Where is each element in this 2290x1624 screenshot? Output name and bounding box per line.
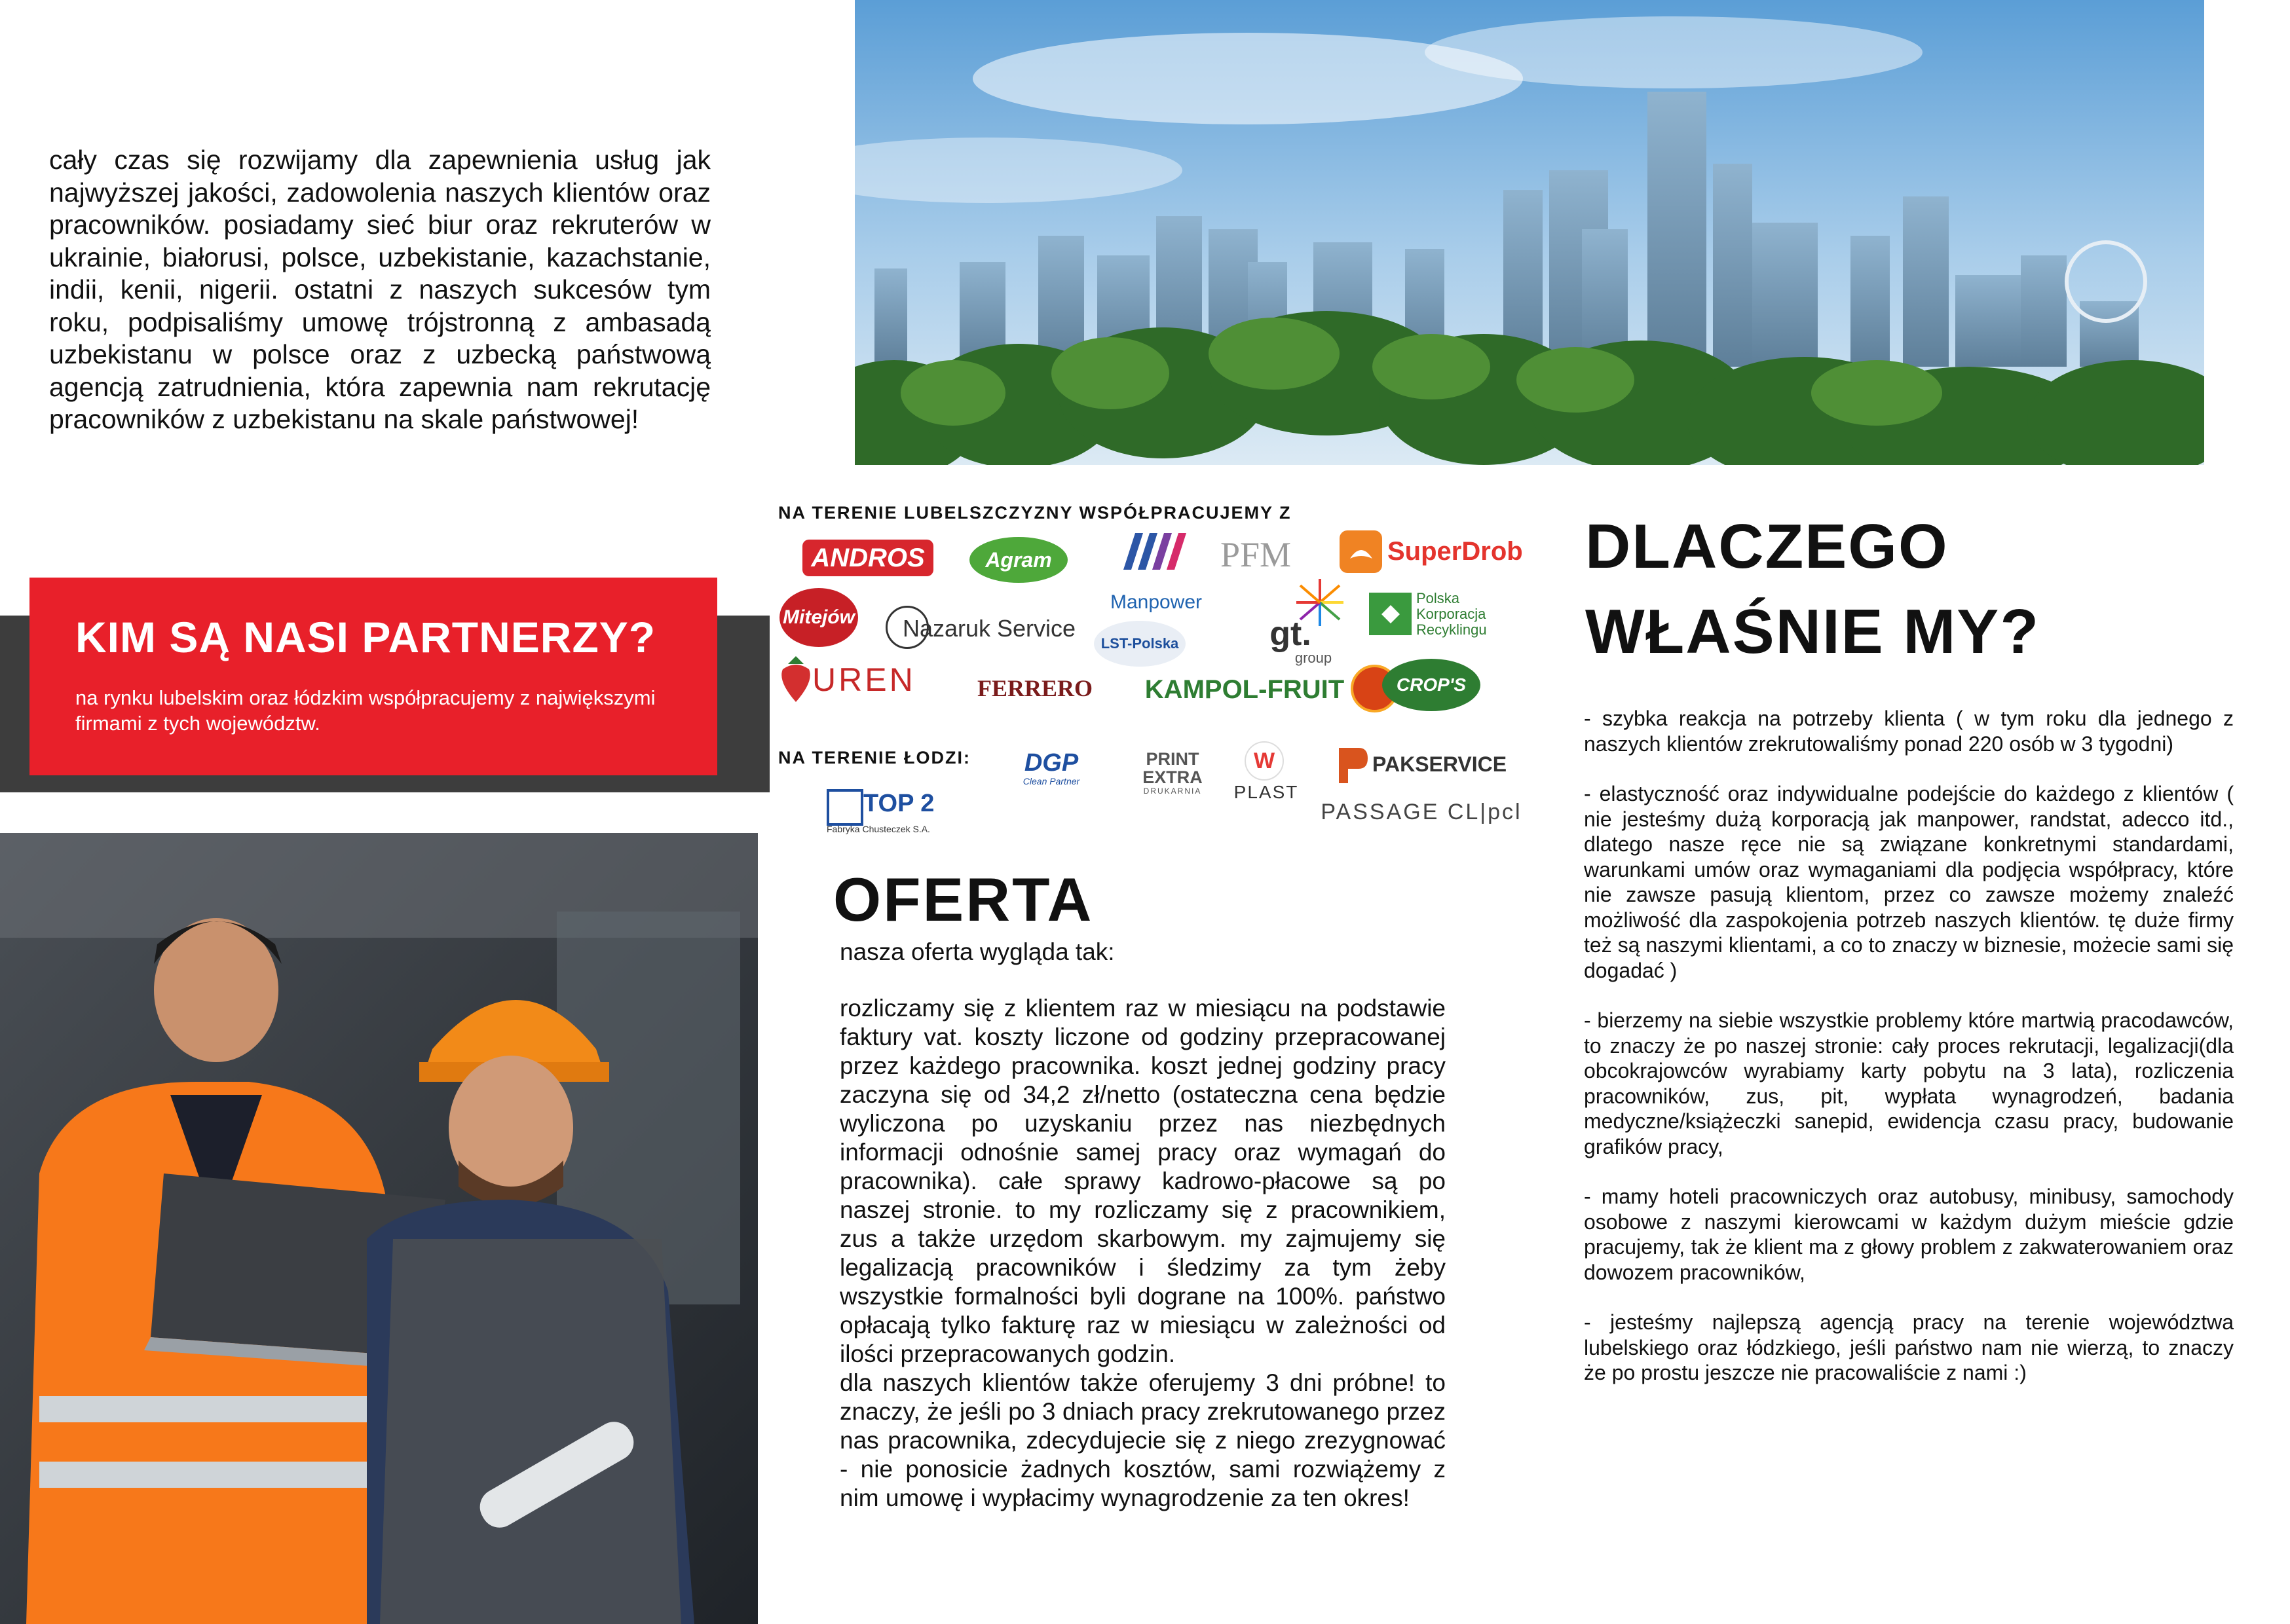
gt-group-label: group xyxy=(1294,650,1332,666)
print-line-2: EXTRA xyxy=(1142,767,1203,787)
print-line-3: DRUKARNIA xyxy=(1143,786,1202,796)
pakservice-icon xyxy=(1336,745,1369,784)
print-extra-logo xyxy=(1133,750,1212,796)
why-us-list xyxy=(1584,706,2234,1411)
mitejow-logo: Mitejów xyxy=(779,588,858,647)
crops-logo: CROP'S xyxy=(1382,659,1480,711)
nazaruk-logo: Nazaruk Service xyxy=(902,615,1076,642)
oferta-title: OFERTA xyxy=(833,865,1094,934)
pakservice-logo: PAKSERVICE xyxy=(1372,752,1507,776)
wplast-logo: PLAST xyxy=(1233,782,1299,802)
passage-logo: PASSAGE CL|pcl xyxy=(1321,799,1522,824)
stripes-logo-icon xyxy=(1117,532,1202,571)
oferta-paragraph-1: rozliczamy się z klientem raz w miesiącu na podstawie faktury vat. koszty liczone od godziny przepracowanej przez każdego pracownika. koszt jednej godziny pracy zaczyna się od 34,2 zł/netto (ostateczna cena będzie wyliczona po uzyskaniu przez nas niezbędnych informacji odnośnie samej pracy oraz wymagań do pracownika). całe sprawy kadrowo-płacowe są po naszej stronie. to my rozliczamy się z pracownikiem, zus a także urzędom skarbowym. my zajmujemy się legalizacją pracowników i śledzimy za tym żeby wszystkie formalności byli dograne na 100%. państwo opłacają tylko fakturę raz w miesiącu w zależności od ilości przepracowanych godzin. xyxy=(840,995,1446,1367)
dgp-logo-sub: Clean Partner xyxy=(1023,776,1080,786)
intro-paragraph: cały czas się rozwijamy dla zapewnienia usług jak najwyższej jakości, zadowolenia naszych klientów oraz pracowników. posiadamy sieć biur oraz rekruterów w ukrainie, białorusi, polsce, uzbekistanie, kazachstanie, indii, kenii, nigerii. ostatni z naszych sukcesów tym roku, podpisaliśmy umowę trójstronną z ambasadą uzbekistanu w polsce oraz z uzbecką państwową agencją zatrudnienia, która zapewnia nam rekrutację pracowników z uzbekistanu na skale państwowej! xyxy=(49,145,711,434)
gt-logo: gt. xyxy=(1269,614,1311,653)
top2-logo: TOP 2 xyxy=(863,790,935,817)
lodz-partners-heading: NA TERENIE ŁODZI: xyxy=(778,748,971,767)
dgp-logo xyxy=(1012,749,1091,787)
superdrob-icon xyxy=(1340,530,1382,573)
starburst-logo-icon xyxy=(1294,576,1346,629)
top2-icon xyxy=(827,789,863,826)
partners-title: KIM SĄ NASI PARTNERZY? xyxy=(75,613,656,661)
strawberry-icon xyxy=(776,655,816,704)
oferta-paragraph-2: dla naszych klientów także oferujemy 3 dni próbne! to znaczy, że jeśli po 3 dniach pracy zrekrutowanego przez nas pracownika, zdecydujecie się z niego zrezygnować - nie ponosicie żadnych kosztów, sami rozwiążemy z nim umowę i wypłacimy wynagrodzenie za ten okres! xyxy=(840,1369,1446,1511)
pfm-logo: PFM xyxy=(1220,535,1292,574)
wplast-icon: W xyxy=(1245,741,1284,781)
why-us-point: - szybka reakcja na potrzeby klienta ( w tym roku dla jednego z naszych klientów zrekrutowaliśmy ponad 220 osób w 3 tygodni) xyxy=(1584,707,2234,756)
agram-logo: Agram xyxy=(969,537,1068,583)
kampol-fruit-logo: KAMPOL-FRUIT xyxy=(1144,674,1345,704)
partners-subtitle: na rynku lubelskim oraz łódzkim współpracujemy z największymi firmami z tych województw. xyxy=(75,686,656,735)
why-us-point: - mamy hoteli pracowniczych oraz autobusy, minibusy, samochody osobowe z naszymi kierowcami w każdym dużym mieście gdzie pracujemy, tak że klient ma z głowy problem z zakwaterowaniem oraz dowozem pracowników, xyxy=(1584,1185,2234,1284)
partners-banner xyxy=(29,578,717,775)
why-us-title xyxy=(1585,504,2040,674)
why-us-point: - bierzemy na siebie wszystkie problemy które martwią pracodawców, to znaczy że po naszej stronie: cały proces rekrutacji, legalizacji(dla obcokrajowców wyrabiamy karty pobytu na 3 lata), rozliczenia pracowników, zus, pit, wypłata wynagrodzeń, badania medyczne/książeczki sanepid, ewidencja czasu pracy, budowanie grafików pracy, xyxy=(1584,1008,2234,1158)
print-line-1: PRINT xyxy=(1146,749,1199,769)
pkr-icon xyxy=(1369,593,1412,635)
superdrob-logo: SuperDrob xyxy=(1387,536,1523,566)
manpower-logo: Manpower xyxy=(1110,591,1203,613)
top2-sub: Fabryka Chusteczek S.A. xyxy=(827,824,930,834)
why-us-point: - elastyczność oraz indywidualne podejście do każdego z klientów ( nie jesteśmy dużą korporacją jak manpower, randstat, adecco itd., dlatego nasze ręce nie są związane konkretnymi standardami, warunkami umów oraz wymaganiami dla podjęcia współpracy, które nie zawsze pasują klientom, przez co zawsze możemy znaleźć możliwość dla zaspokojenia potrzeb naszych klientów. tę duże firmy też są naszymi klientami, a co to znaczy w biznesie, możecie sami się dogadać ) xyxy=(1584,782,2234,982)
why-us-title-line-2: WŁAŚNIE MY? xyxy=(1585,597,2040,667)
city-skyline-photo xyxy=(855,0,2204,465)
andros-logo: ANDROS xyxy=(802,540,933,576)
why-us-title-line-1: DLACZEGO xyxy=(1585,511,1949,581)
ferrero-logo: FERRERO xyxy=(977,674,1093,701)
lst-logo: LST-Polska xyxy=(1094,621,1186,667)
dgp-logo-text: DGP xyxy=(1024,749,1079,777)
oferta-intro: nasza oferta wygląda tak: xyxy=(840,938,1115,965)
workers-photo xyxy=(0,833,758,1624)
uren-logo: UREN xyxy=(812,661,916,698)
oferta-body xyxy=(840,994,1446,1513)
lublin-partners-heading: NA TERENIE LUBELSZCZYZNY WSPÓŁPRACUJEMY Z xyxy=(778,503,1292,523)
pkr-logo: Polska Korporacja Recyklingu xyxy=(1416,590,1487,638)
why-us-point: - jesteśmy najlepszą agencją pracy na terenie województwa lubelskiego oraz łódzkiego, jeśli państwo nam nie wierzą, to znaczy że po prostu jeszcze nie pracowaliście z nami :) xyxy=(1584,1310,2234,1384)
